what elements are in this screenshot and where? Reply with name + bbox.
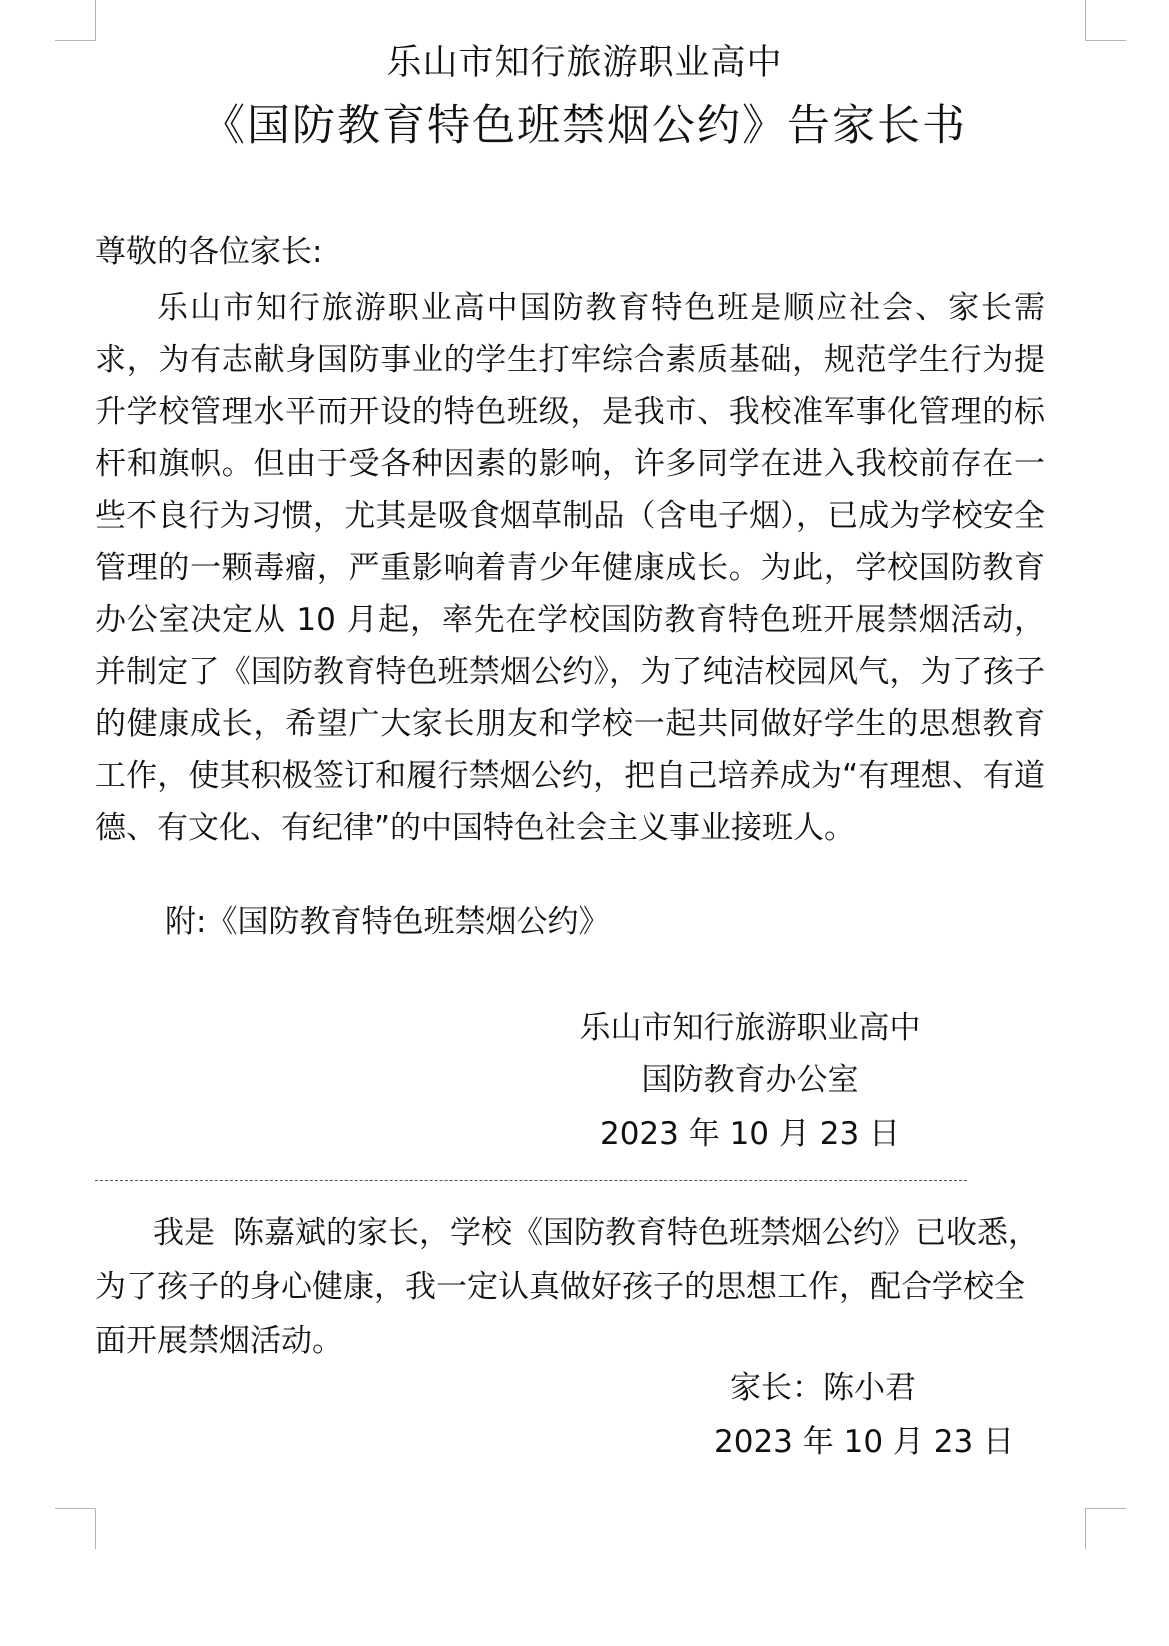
- signature-organization: 乐山市知行旅游职业高中: [579, 1010, 921, 1046]
- crop-mark-bottom-right: [1085, 1508, 1126, 1549]
- school-name-heading: 乐山市知行旅游职业高中: [386, 43, 783, 83]
- reply-student-line: 陈嘉斌的家长，学校《国防教育特色班禁烟公约》已收悉: [233, 1215, 1008, 1251]
- reply-rest: ，为了孩子的身心健康，我一定认真做好孩子的思想工作，配合学校全面开展禁烟活动。: [95, 1215, 1039, 1359]
- parent-reply: [95, 1206, 1045, 1368]
- crop-mark-top-left: [55, 0, 96, 41]
- document-title: 《国防教育特色班禁烟公约》告家长书: [202, 101, 967, 151]
- parent-signature-date: 2023 年 10 月 23 日: [714, 1424, 1015, 1460]
- crop-mark-top-right: [1085, 0, 1126, 41]
- cut-line-divider: [95, 1180, 967, 1181]
- signature-date: 2023 年 10 月 23 日: [599, 1116, 901, 1152]
- letter-greeting: 尊敬的各位家长:: [95, 234, 323, 270]
- crop-mark-bottom-left: [55, 1508, 96, 1549]
- attachment-note: 附:《国防教育特色班禁烟公约》: [165, 904, 610, 940]
- letter-body: 乐山市知行旅游职业高中国防教育特色班是顺应社会、家长需求，为有志献身国防事业的学生打牢综合素质基础，规范学生行为提升学校管理水平而开设的特色班级，是我市、我校准军事化管理的标杆和旗帜。但由于受各种因素的影响，许多同学在进入我校前存在一些不良行为习惯，尤其是吸食烟草制品（含电子烟），已成为学校安全管理的一颗毒瘤，严重影响着青少年健康成长。为此，学校国防教育办公室决定从 10 月起，率先在学校国防教育特色班开展禁烟活动，并制定了《国防教育特色班禁烟公约》，为了纯洁校园风气，为了孩子的健康成长，希望广大家长朋友和学校一起共同做好学生的思想教育工作，使其积极签订和履行禁烟公约，把自己培养成为“有理想、有道德、有文化、有纪律”的中国特色社会主义事业接班人。: [95, 290, 1045, 846]
- signature-office: 国防教育办公室: [641, 1062, 859, 1098]
- reply-prefix: 我是: [153, 1215, 215, 1251]
- parent-signature: 家长：陈小君: [730, 1370, 916, 1406]
